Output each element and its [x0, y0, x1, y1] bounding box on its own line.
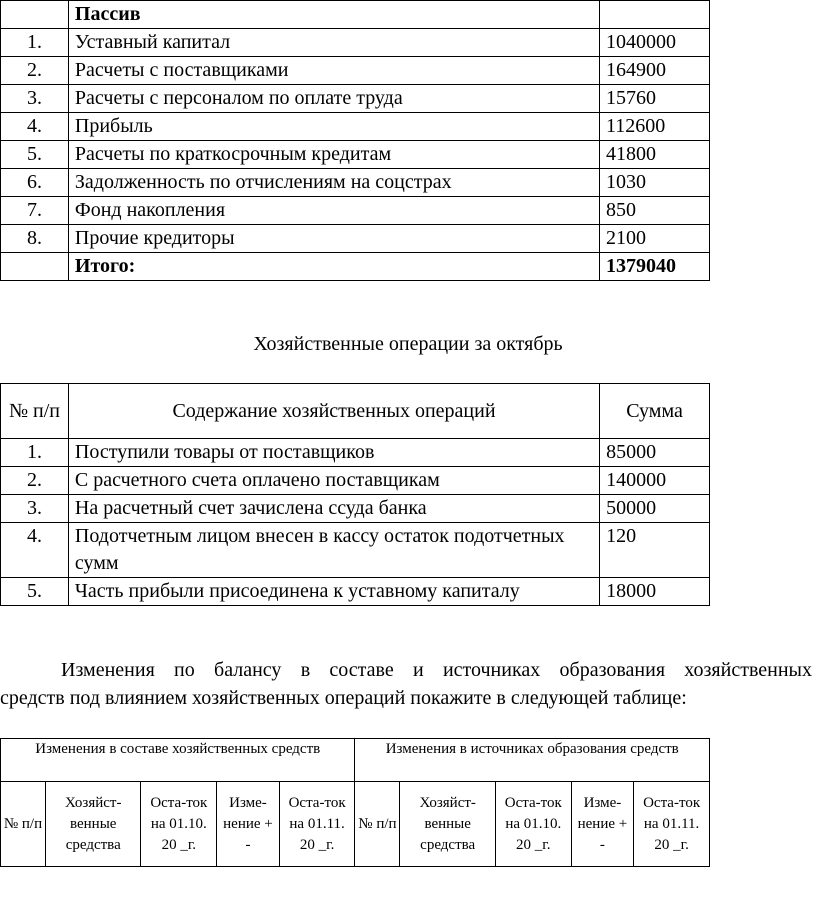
col-num-header: № п/п: [1, 782, 46, 867]
paragraph-line: средств под влиянием хозяйственных операций покажите в следующей таблице:: [0, 687, 687, 709]
col-num-header: № п/п: [355, 782, 400, 867]
table-row: 3. Расчеты с персоналом по оплате труда 15760: [1, 85, 710, 113]
instructions-paragraph: [0, 656, 812, 712]
changes-table: [0, 738, 710, 867]
table-row: 7. Фонд накопления 850: [1, 197, 710, 225]
col-content-header: Содержание хозяйственных операций: [68, 384, 599, 439]
table-row: [1, 1, 710, 29]
total-value: 1379040: [600, 253, 710, 281]
paragraph-line: Изменения по балансу в составе и источниках образования хозяйственных: [61, 659, 812, 681]
col-name-header: Хозяйст-венные средства: [45, 782, 140, 867]
col-ost-end-header: Оста-ток на 01.11. 20 _г.: [634, 782, 710, 867]
table-row: 5. Расчеты по краткосрочным кредитам 41800: [1, 141, 710, 169]
col-sum-header: Сумма: [600, 384, 710, 439]
table-row: 2. С расчетного счета оплачено поставщикам 140000: [1, 467, 710, 495]
table-row: 2. Расчеты с поставщиками 164900: [1, 57, 710, 85]
table-row: 5. Часть прибыли присоединена к уставному капиталу 18000: [1, 578, 710, 606]
table-row: 1. Уставный капитал 1040000: [1, 29, 710, 57]
col-change-header: Изме-нение + -: [217, 782, 280, 867]
table-row: 4. Прибыль 112600: [1, 113, 710, 141]
col-ost-start-header: Оста-ток на 01.10. 20 _г.: [141, 782, 217, 867]
passive-header: Пассив: [68, 1, 599, 29]
table-row: 4. Подотчетным лицом внесен в кассу остаток подотчетных сумм 120: [1, 523, 710, 578]
table-group-header-row: [1, 739, 710, 782]
col-ost-start-header: Оста-ток на 01.10. 20 _г.: [495, 782, 571, 867]
table-header-row: [1, 782, 710, 867]
table-row: 6. Задолженность по отчислениям на соцстрах 1030: [1, 169, 710, 197]
operations-table: [0, 383, 710, 606]
col-num-header: № п/п: [1, 384, 69, 439]
total-label: Итого:: [68, 253, 599, 281]
group-header-assets: Изменения в составе хозяйственных средств: [1, 739, 355, 782]
table-row: 1. Поступили товары от поставщиков 85000: [1, 439, 710, 467]
passive-table: [0, 0, 710, 281]
table-header-row: [1, 384, 710, 439]
col-ost-end-header: Оста-ток на 01.11. 20 _г.: [279, 782, 355, 867]
operations-title: Хозяйственные операции за октябрь: [253, 333, 563, 355]
total-row: [1, 253, 710, 281]
col-name-header: Хозяйст-венные средства: [400, 782, 495, 867]
table-row: 8. Прочие кредиторы 2100: [1, 225, 710, 253]
group-header-sources: Изменения в источниках образования средств: [355, 739, 710, 782]
col-change-header: Изме-нение + -: [571, 782, 634, 867]
table-row: 3. На расчетный счет зачислена ссуда банка 50000: [1, 495, 710, 523]
